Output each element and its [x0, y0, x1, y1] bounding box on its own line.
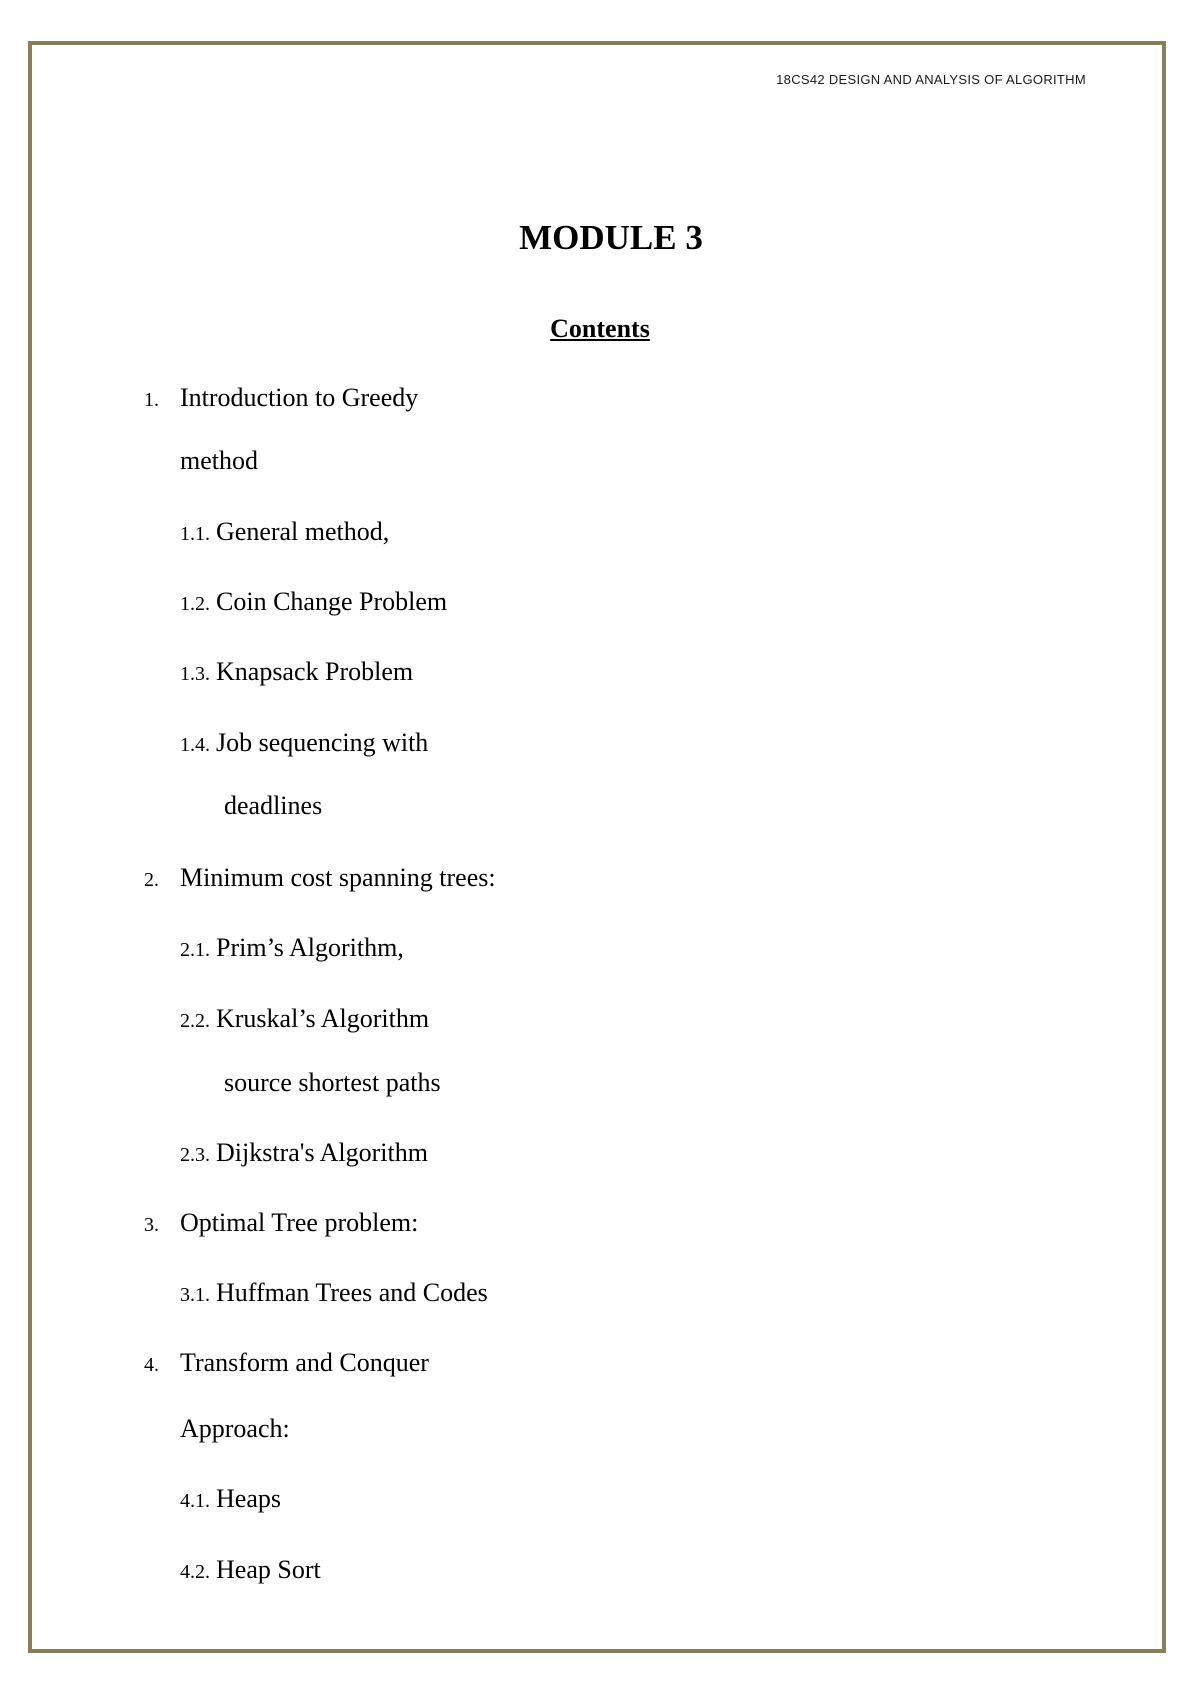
toc-item-4-1 — [180, 1484, 281, 1516]
toc-title: Minimum cost spanning trees: — [180, 863, 496, 892]
toc-item-2 — [144, 863, 496, 895]
page-border — [28, 41, 1166, 1653]
toc-title: Dijkstra's Algorithm — [216, 1138, 428, 1167]
toc-item-2-2 — [180, 1004, 429, 1036]
toc-title: Heaps — [216, 1484, 281, 1513]
toc-item-2-2-continuation — [224, 1068, 441, 1098]
toc-number: 4.2. — [180, 1561, 210, 1583]
module-title: MODULE 3 — [519, 218, 703, 257]
toc-number: 3.1. — [180, 1284, 210, 1306]
toc-title-continuation: source shortest paths — [224, 1068, 441, 1097]
toc-number: 4.1. — [180, 1490, 210, 1512]
toc-item-3 — [144, 1208, 418, 1240]
toc-title: Job sequencing with — [216, 728, 429, 757]
toc-item-1-continuation — [180, 446, 258, 476]
toc-title: Huffman Trees and Codes — [216, 1278, 488, 1307]
toc-title: Introduction to Greedy — [180, 383, 419, 412]
toc-number: 2. — [144, 869, 159, 891]
toc-item-4 — [144, 1348, 429, 1380]
toc-title: Kruskal’s Algorithm — [216, 1004, 430, 1033]
toc-number: 1.3. — [180, 663, 210, 685]
toc-title: Optimal Tree problem: — [180, 1208, 419, 1237]
toc-item-1-1 — [180, 517, 389, 549]
contents-heading: Contents — [550, 314, 650, 343]
toc-item-1-3 — [180, 657, 413, 689]
toc-number: 3. — [144, 1214, 159, 1236]
toc-number: 1.4. — [180, 734, 210, 756]
toc-item-4-2 — [180, 1555, 321, 1587]
toc-item-2-3 — [180, 1138, 428, 1170]
toc-title: Knapsack Problem — [216, 657, 414, 686]
toc-item-4-continuation — [180, 1414, 290, 1444]
toc-title-continuation: method — [180, 446, 258, 475]
toc-number: 2.3. — [180, 1144, 210, 1166]
toc-item-1-2 — [180, 587, 447, 619]
toc-number: 2.2. — [180, 1010, 210, 1032]
toc-number: 1. — [144, 389, 159, 411]
toc-item-1-4 — [180, 728, 428, 760]
toc-item-3-1 — [180, 1278, 488, 1310]
toc-title-continuation: Approach: — [180, 1414, 290, 1443]
toc-number: 2.1. — [180, 939, 210, 961]
toc-title-continuation: deadlines — [224, 791, 323, 820]
toc-title: Heap Sort — [216, 1555, 321, 1584]
toc-item-1 — [144, 383, 418, 415]
toc-number: 1.2. — [180, 593, 210, 615]
toc-item-2-1 — [180, 933, 404, 965]
toc-item-1-4-continuation — [224, 791, 322, 821]
toc-number: 1.1. — [180, 523, 210, 545]
toc-number: 4. — [144, 1354, 159, 1376]
toc-title: Prim’s Algorithm, — [216, 933, 404, 962]
toc-title: Transform and Conquer — [180, 1348, 429, 1377]
running-header: 18CS42 DESIGN AND ANALYSIS OF ALGORITHM — [776, 72, 1086, 87]
toc-title: Coin Change Problem — [216, 587, 448, 616]
toc-title: General method, — [216, 517, 390, 546]
